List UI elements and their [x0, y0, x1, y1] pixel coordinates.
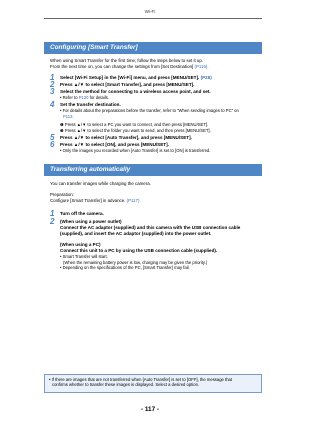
wifi-menu-page-link[interactable]: (P26) [200, 75, 212, 80]
preparation-label: Preparation: [50, 192, 74, 197]
s2-bullet-1: • Smart Transfer will start. [60, 254, 108, 259]
s2-step-2-line3: (supplied), and insert the AC adaptor (supplied) into the power outlet. [60, 231, 212, 236]
step-6-bullet: • Only the images you recorded when [Auto Transfer] is set to [ON] is transferred. [60, 148, 211, 153]
step-3-bullet-suffix: for details. [89, 95, 109, 100]
preparation-instruction: Configure [Smart Transfer] in advance. [50, 198, 126, 203]
step-1-instruction: Select [Wi-Fi Setup] in the [Wi-Fi] menu, and press [MENU/SET]. [60, 75, 200, 80]
step-3-bullet [60, 95, 109, 101]
note-line-1: • If there are images that are not transferred when [Auto Transfer] is set to [OFF], the message that [49, 376, 233, 382]
s2-step-2-line2: Connect the AC adaptor (supplied) and this camera with the USB connection cable [60, 225, 241, 230]
s2-step-2-line4: (When using a PC) [60, 242, 101, 247]
step-4-item-2: ❷ Press ▲/▼ to select the folder you want to send, and then press [MENU/SET]. [60, 128, 211, 133]
s2-bullet-1-sub: (When the remaining battery power is low, charging may be given the priority.) [63, 259, 208, 265]
section-title-transferring: Transferring automatically [44, 164, 262, 176]
s2-step-number-2: 2 [50, 217, 55, 226]
s2-step-2-line5: Connect this unit to a PC by using the USB connection cable (supplied). [60, 248, 218, 253]
send-to-pc-page-link[interactable]: P113. [63, 113, 74, 119]
note-line-2: confirms whether to transfer these images is displayed. Select a desired option. [52, 382, 200, 388]
step-number-2: 2 [50, 80, 55, 89]
section1-intro-line2 [50, 64, 209, 70]
step-number-1: 1 [50, 73, 55, 82]
step-1-text [60, 75, 212, 81]
set-destination-page-link[interactable]: (P116). [194, 64, 209, 69]
s2-step-1-instruction: Turn off the camera. [60, 211, 104, 216]
step-6-instruction: Press ▲/▼ to select [ON], and press [MENU/SET]. [60, 142, 169, 147]
s2-bullet-2: • Depending on the specifications of the PC, [Smart Transfer] may fail. [60, 265, 190, 270]
section-title-configuring: Configuring [Smart Transfer] [44, 42, 262, 54]
section2-intro: You can transfer images while charging the camera. [50, 181, 151, 186]
section1-intro-line1: When using Smart Transfer for the first time, follow the steps below to set it up. [50, 58, 204, 63]
configure-page-link[interactable]: (P117) [126, 198, 140, 203]
s2-step-number-1: 1 [50, 209, 55, 218]
step-2-instruction: Press ▲/▼ to select [Smart Transfer], and press [MENU/SET]. [60, 82, 195, 87]
step-number-6: 6 [50, 140, 55, 149]
step-4-item-1: ❶ Press ▲/▼ to select a PC you want to connect, and then press [MENU/SET]. [60, 122, 209, 127]
preparation-text [50, 198, 140, 204]
step-number-4: 4 [50, 100, 55, 109]
step-4-instruction: Set the transfer destination. [60, 102, 121, 107]
note-box [44, 374, 262, 393]
step-3-bullet-prefix: • Refer to [60, 95, 78, 100]
header-section-label: Wi-Fi [144, 9, 156, 14]
step-number-3: 3 [50, 87, 55, 96]
step-3-instruction: Select the method for connecting to a wireless access point, and set. [60, 89, 211, 94]
s2-step-2-line1: (When using a power outlet) [60, 219, 122, 224]
page-number: - 117 - [140, 406, 160, 413]
access-point-page-link[interactable]: P120 [78, 95, 89, 100]
step-number-5: 5 [50, 133, 55, 142]
step-4-bullet-line1: • For details about the preparations before the transfer, refer to “When sending images to PC” on [60, 108, 239, 113]
header-divider [44, 18, 262, 19]
section1-intro-line2-text: From the next time on, you can change the settings from [Set Destination] [50, 64, 194, 69]
step-5-instruction: Press ▲/▼ to select [Auto Transfer], and press [MENU/SET]. [60, 135, 192, 140]
